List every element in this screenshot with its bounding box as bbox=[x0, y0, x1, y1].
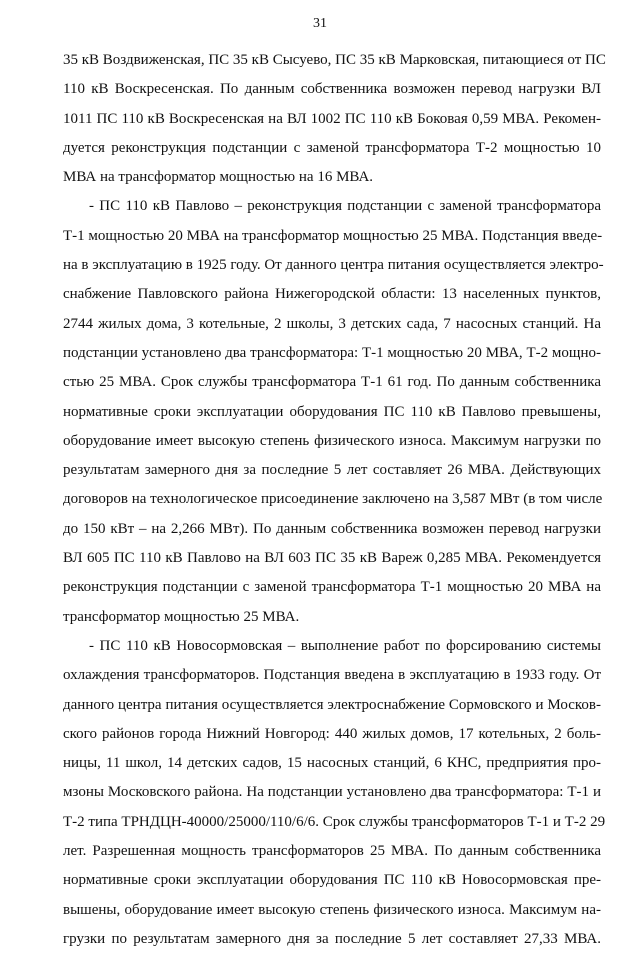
text-line: ского районов города Нижний Новгород: 440 жилых домов, 17 котельных, 2 боль- bbox=[63, 725, 601, 742]
text-line: 35 кВ Воздвиженская, ПС 35 кВ Сысуево, ПС 35 кВ Марковская, питающиеся от ПС bbox=[63, 52, 606, 68]
text-line: на в эксплуатацию в 1925 году. От данного центра питания осуществляется электро- bbox=[63, 257, 604, 274]
paragraph bbox=[63, 632, 606, 954]
document-body bbox=[63, 46, 606, 954]
text-line: 2744 жилых дома, 3 котельные, 2 школы, 3 детских сада, 7 насосных станций. На bbox=[63, 315, 601, 332]
paragraph bbox=[63, 46, 606, 192]
text-line: МВА на трансформатор мощностью на 16 МВА. bbox=[63, 169, 374, 186]
text-line: ВЛ 605 ПС 110 кВ Павлово на ВЛ 603 ПС 35 кВ Вареж 0,285 МВА. Рекомендуется bbox=[63, 550, 601, 567]
text-line: грузки по результатам замерного дня за последние 5 лет составляет 27,33 МВА. bbox=[63, 930, 601, 947]
text-line: результатам замерного дня за последние 5 лет составляет 26 МВА. Действующих bbox=[63, 462, 601, 479]
text-line: нормативные сроки эксплуатации оборудования ПС 110 кВ Новосормовская пре- bbox=[63, 872, 601, 889]
text-line: стью 25 МВА. Срок службы трансформатора Т-1 61 год. По данным собственника bbox=[63, 374, 601, 391]
text-line: вышены, оборудование имеет высокую степень физического износа. Максимум на- bbox=[63, 901, 601, 918]
text-line: данного центра питания осуществляется электроснабжение Сормовского и Москов- bbox=[63, 696, 601, 713]
text-line: дуется реконструкция подстанции с заменой трансформатора Т-2 мощностью 10 bbox=[63, 139, 601, 156]
text-line: 110 кВ Воскресенская. По данным собственника возможен перевод нагрузки ВЛ bbox=[63, 81, 601, 98]
text-line: мзоны Московского района. На подстанции установлено два трансформатора: Т-1 и bbox=[63, 784, 601, 801]
text-line: нормативные сроки эксплуатации оборудования ПС 110 кВ Павлово превышены, bbox=[63, 403, 601, 420]
text-line: до 150 кВт – на 2,266 МВт). По данным собственника возможен перевод нагрузки bbox=[63, 520, 601, 537]
text-line: реконструкция подстанции с заменой трансформатора Т-1 мощностью 20 МВА на bbox=[63, 579, 601, 596]
text-line: - ПС 110 кВ Новосормовская – выполнение работ по форсированию системы bbox=[89, 637, 601, 654]
text-line: Т-1 мощностью 20 МВА на трансформатор мощностью 25 МВА. Подстанция введе- bbox=[63, 227, 603, 244]
text-line: снабжение Павловского района Нижегородской области: 13 населенных пунктов, bbox=[63, 286, 601, 303]
text-line: лет. Разрешенная мощность трансформаторов 25 МВА. По данным собственника bbox=[63, 843, 601, 860]
text-line: оборудование имеет высокую степень физического износа. Максимум нагрузки по bbox=[63, 432, 601, 449]
text-line: 1011 ПС 110 кВ Воскресенская на ВЛ 1002 ПС 110 кВ Боковая 0,59 МВА. Рекомен- bbox=[63, 110, 601, 127]
paragraph bbox=[63, 192, 604, 631]
text-line: договоров на технологическое присоединение заключено на 3,587 МВт (в том числе bbox=[63, 491, 603, 508]
text-line: охлаждения трансформаторов. Подстанция введена в эксплуатацию в 1933 году. От bbox=[63, 667, 601, 684]
page-number: 31 bbox=[313, 16, 327, 31]
text-line: подстанции установлено два трансформатора: Т-1 мощностью 20 МВА, Т-2 мощно- bbox=[63, 344, 601, 361]
text-line: Т-2 типа ТРНДЦН-40000/25000/110/6/6. Срок службы трансформаторов Т-1 и Т-2 29 bbox=[63, 813, 606, 830]
text-line: трансформатор мощностью 25 МВА. bbox=[63, 608, 300, 625]
text-line: - ПС 110 кВ Павлово – реконструкция подстанции с заменой трансформатора bbox=[89, 198, 601, 215]
text-line: ницы, 11 школ, 14 детских садов, 15 насосных станций, 6 КНС, предприятия про- bbox=[63, 755, 601, 772]
